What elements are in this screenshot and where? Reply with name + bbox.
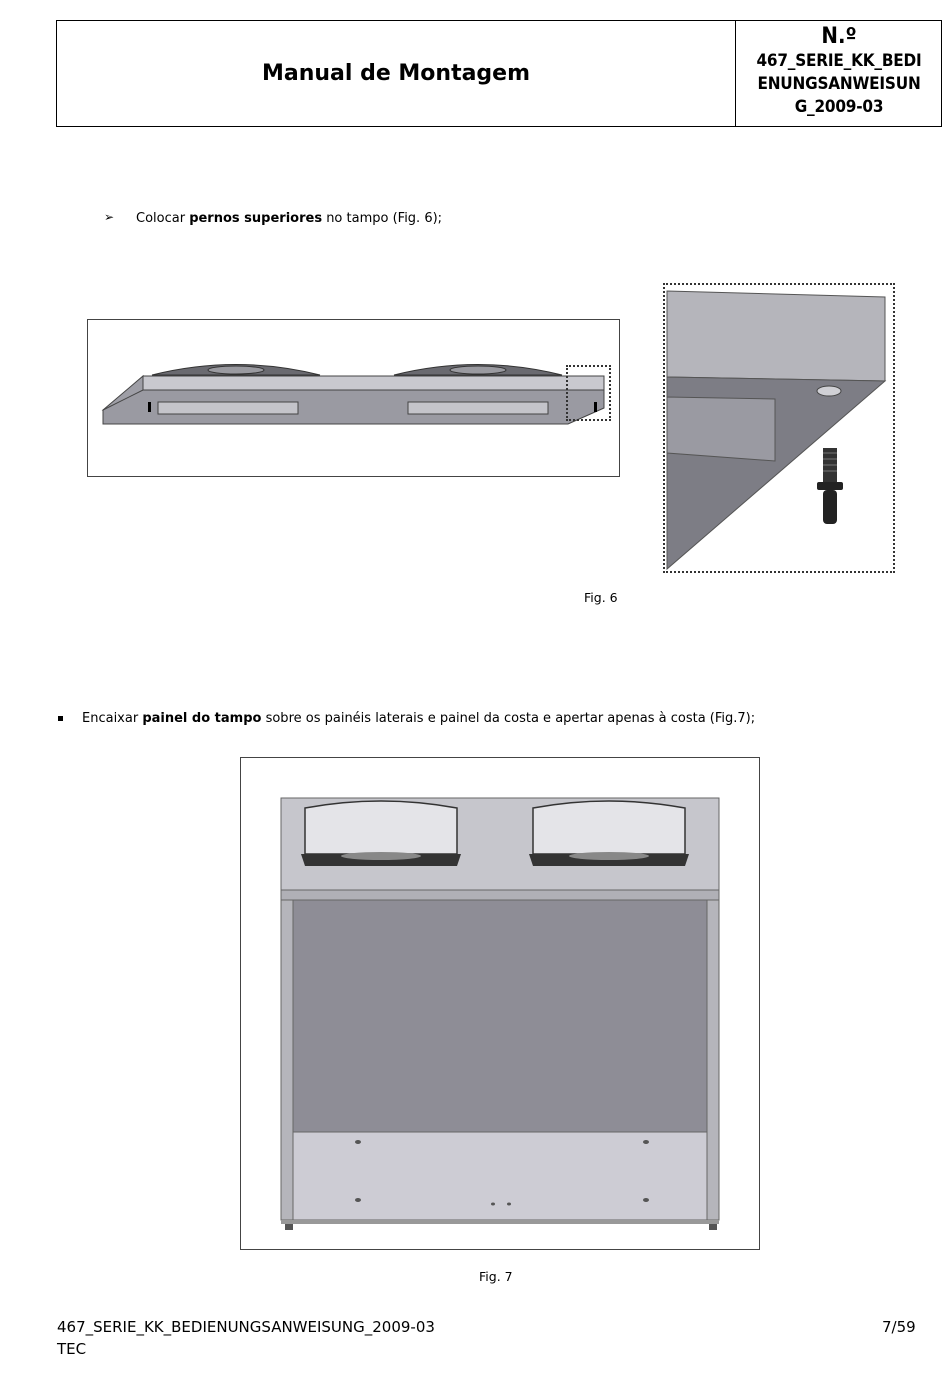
number-line-1: 467_SERIE_KK_BEDI xyxy=(756,51,922,71)
footer-doc-id xyxy=(57,1316,435,1360)
step-1-bold: pernos superiores xyxy=(189,211,323,226)
bolt-detail-illustration xyxy=(665,285,893,571)
step-1-text xyxy=(136,211,442,226)
document-number-box xyxy=(735,21,942,126)
step-2-text xyxy=(82,711,755,726)
footer-doc-id-text: 467_SERIE_KK_BEDIENUNGSANWEISUNG_2009-03 xyxy=(57,1318,435,1336)
step-1-post: no tampo (Fig. 6); xyxy=(322,211,443,226)
fig6-detail-image xyxy=(663,283,895,573)
number-label: N.º xyxy=(821,24,857,49)
fig6-detail-marker xyxy=(566,365,611,421)
step-2-pre: Encaixar xyxy=(82,711,143,726)
fig7-caption: Fig. 7 xyxy=(479,1269,513,1284)
step-2-bold: painel do tampo xyxy=(142,711,262,726)
fig6-overview-image xyxy=(87,319,620,477)
page-header xyxy=(56,20,942,127)
number-line-3: G_2009-03 xyxy=(794,97,884,117)
square-bullet-icon xyxy=(58,716,63,721)
page-number: 7/59 xyxy=(882,1318,916,1336)
worktop-illustration xyxy=(88,320,619,476)
cabinet-front-illustration xyxy=(241,758,759,1249)
document-title: Manual de Montagem xyxy=(261,61,531,86)
step-1-pre: Colocar xyxy=(136,211,190,226)
number-line-2: ENUNGSANWEISUN xyxy=(757,74,921,94)
arrow-bullet-icon: ➢ xyxy=(104,210,115,224)
footer-dept: TEC xyxy=(57,1340,87,1358)
fig6-caption: Fig. 6 xyxy=(584,590,618,605)
step-2-post: sobre os painéis laterais e painel da costa e apertar apenas à costa (Fig.7); xyxy=(261,711,756,726)
fig7-image xyxy=(240,757,760,1250)
